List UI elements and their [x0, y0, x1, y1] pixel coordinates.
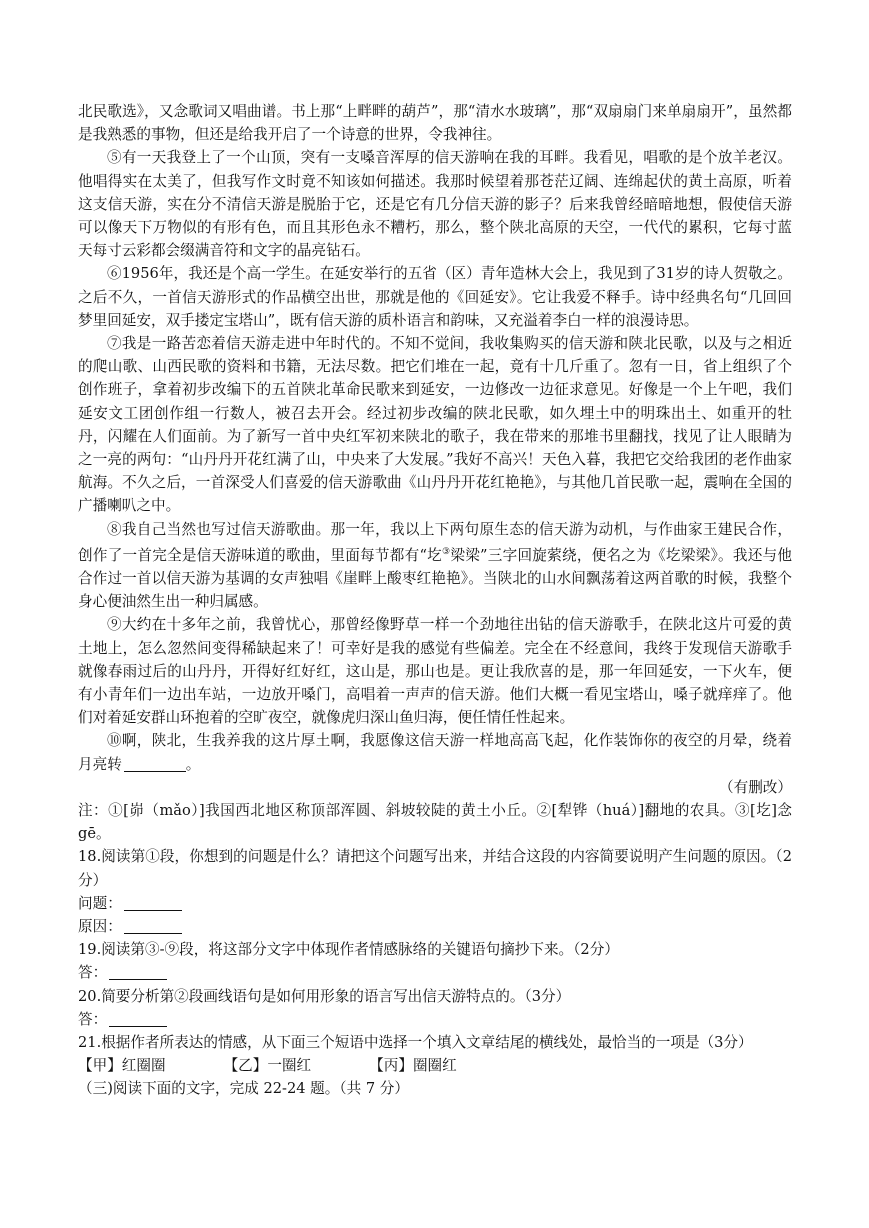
source-note: （有删改）: [719, 778, 792, 796]
question-18: 18.阅读第①段，你想到的问题是什么？请把这个问题写出来，并结合这段的内容简要说明产生问题的原因。（2分）: [78, 848, 792, 889]
paragraph-5: ⑤有一天我登上了一个山顶，突有一支嗓音浑厚的信天游响在我的耳畔。我看见，唱歌的是个放羊老汉。他唱得实在太美了，但我写作文时竟不知该如何描述。我那时候望着那苍茫辽阔、连绵起伏的黄土高原，听着这支信天游，实在分不清信天游是脱胎于它，还是它有几分信天游的影子？后来我曾经暗暗地想，假使信天游可以像天下万物似的有形有色，而且其形色永不糟朽，那么，整个陕北高原的天空，一代代的累积，它每寸蓝天每寸云彩都会缀满音符和文字的晶亮钻石。: [78, 149, 792, 260]
paragraph-8-part-b: 梁梁”三字回旋萦绕，便名之为《圪梁梁》。我还与他合作过一首以信天游为基调的女声独唱《崖畔上酸枣红艳艳》。当陕北的山水间飘荡着这两首歌的时候，我整个身心便油然生出一种归属感。: [78, 546, 792, 611]
paragraph-8: [78, 518, 792, 614]
question-19-answer: [78, 961, 792, 984]
option-a[interactable]: 【甲】红圈圈: [78, 1057, 166, 1075]
footnotes: 注：①[峁（mǎo）]我国西北地区称顶部浑圆、斜坡较陡的黄土小丘。②[犁铧（huá）]翻地的农具。③[圪]念 gē。: [78, 801, 792, 843]
paragraph-10-end: 。: [185, 755, 201, 773]
question-21-options: [78, 1054, 792, 1077]
q19-answer-blank[interactable]: [109, 963, 167, 980]
paragraph-10: [78, 729, 792, 775]
reason-label: 原因：: [78, 917, 122, 935]
paragraph-8-part-a: ⑧我自己当然也写过信天游歌曲。那一年，我以上下两句原生态的信天游为动机，与作曲家王建民合作，创作了一首完全是信天游味道的歌曲，里面每节都有“圪: [78, 520, 792, 564]
answer-label: 答：: [78, 1010, 108, 1028]
question-20-answer: [78, 1008, 792, 1031]
option-b[interactable]: 【乙】一圈红: [223, 1057, 312, 1075]
problem-answer-blank[interactable]: [124, 894, 182, 911]
problem-label: 问题：: [78, 894, 122, 912]
question-21: 21.根据作者所表达的情感，从下面三个短语中选择一个填入文章结尾的横线处，最恰当的一项是（3分）: [78, 1033, 753, 1051]
ending-blank[interactable]: [124, 755, 186, 772]
paragraph-10-text: ⑩啊，陕北，生我养我的这片厚土啊，我愿像这信天游一样地高高飞起，化作装饰你的夜空的月晕，绕着月亮转: [78, 732, 792, 773]
question-18-reason: [78, 915, 792, 938]
q20-answer-blank[interactable]: [109, 1010, 167, 1027]
exam-page: [78, 100, 792, 1101]
question-19: 19.阅读第③-⑨段，将这部分文字中体现作者情感脉络的关键语句摘抄下来。（2分）: [78, 941, 619, 959]
reason-answer-blank[interactable]: [124, 917, 182, 934]
option-c[interactable]: 【丙】圈圈红: [369, 1057, 457, 1075]
paragraph-7: ⑦我是一路苦恋着信天游走进中年时代的。不知不觉间，我收集购买的信天游和陕北民歌，以及与之相近的爬山歌、山西民歌的资料和书籍，无法尽数。把它们堆在一起，竟有十几斤重了。忽有一日，省上组织了个创作班子，拿着初步改编下的五首陕北革命民歌来到延安，一边修改一边征求意见。好像是一个上午吧，我们延安文工团创作组一行数人，被召去开会。经过初步改编的陕北民歌，如久埋土中的明珠出土、如重开的牡丹，闪耀在人们面前。为了新写一首中央红军初来陕北的歌子，我在带来的那堆书里翻找，找见了让人眼睛为之一亮的两句：“山丹丹开花红满了山，中央来了大发展。”我好不高兴！天色入暮，我把它交给我团的老作曲家航海。不久之后，一首深受人们喜爱的信天游歌曲《山丹丹开花红艳艳》，与其他几首民歌一起，震响在全国的广播喇叭之中。: [78, 335, 792, 515]
question-18-problem: [78, 892, 792, 915]
paragraph-9: ⑨大约在十多年之前，我曾忧心，那曾经像野草一样一个劲地往出钻的信天游歌手，在陕北这片可爱的黄土地上，怎么忽然间变得稀缺起来了！可幸好是我的感觉有些偏差。完全在不经意间，我终于发现信天游歌手就像春雨过后的山丹丹，开得好红好红，这山是，那山也是。更让我欣喜的是，那一年回延安，一下火车，便有小青年们一边出车站，一边放开嗓门，高唱着一声声的信天游。他们大概一看见宝塔山，嗓子就痒痒了。他们对着延安群山环抱着的空旷夜空，就像虎归深山鱼归海，便任情任性起来。: [78, 616, 792, 727]
answer-label: 答：: [78, 964, 108, 982]
footnote-mark-3: ③: [442, 546, 451, 557]
section-3-heading: （三)阅读下面的文字，完成 22-24 题。（共 7 分）: [78, 1080, 409, 1098]
paragraph-continued: 北民歌选》，又念歌词又唱曲谱。书上那“上畔畔的葫芦”，那“清水水玻璃”，那“双扇扇门来单扇扇开”，虽然都是我熟悉的事物，但还是给我开启了一个诗意的世界，令我神往。: [78, 103, 792, 144]
paragraph-6: ⑥1956年，我还是个高一学生。在延安举行的五省（区）青年造林大会上，我见到了31岁的诗人贺敬之。之后不久，一首信天游形式的作品横空出世，那就是他的《回延安》。它让我爱不释手。诗中经典名句“几回回梦里回延安，双手搂定宝塔山”，既有信天游的质朴语言和韵味，又充溢着李白一样的浪漫诗思。: [78, 265, 792, 329]
question-20: 20.简要分析第②段画线语句是如何用形象的语言写出信天游特点的。（3分）: [78, 987, 571, 1005]
